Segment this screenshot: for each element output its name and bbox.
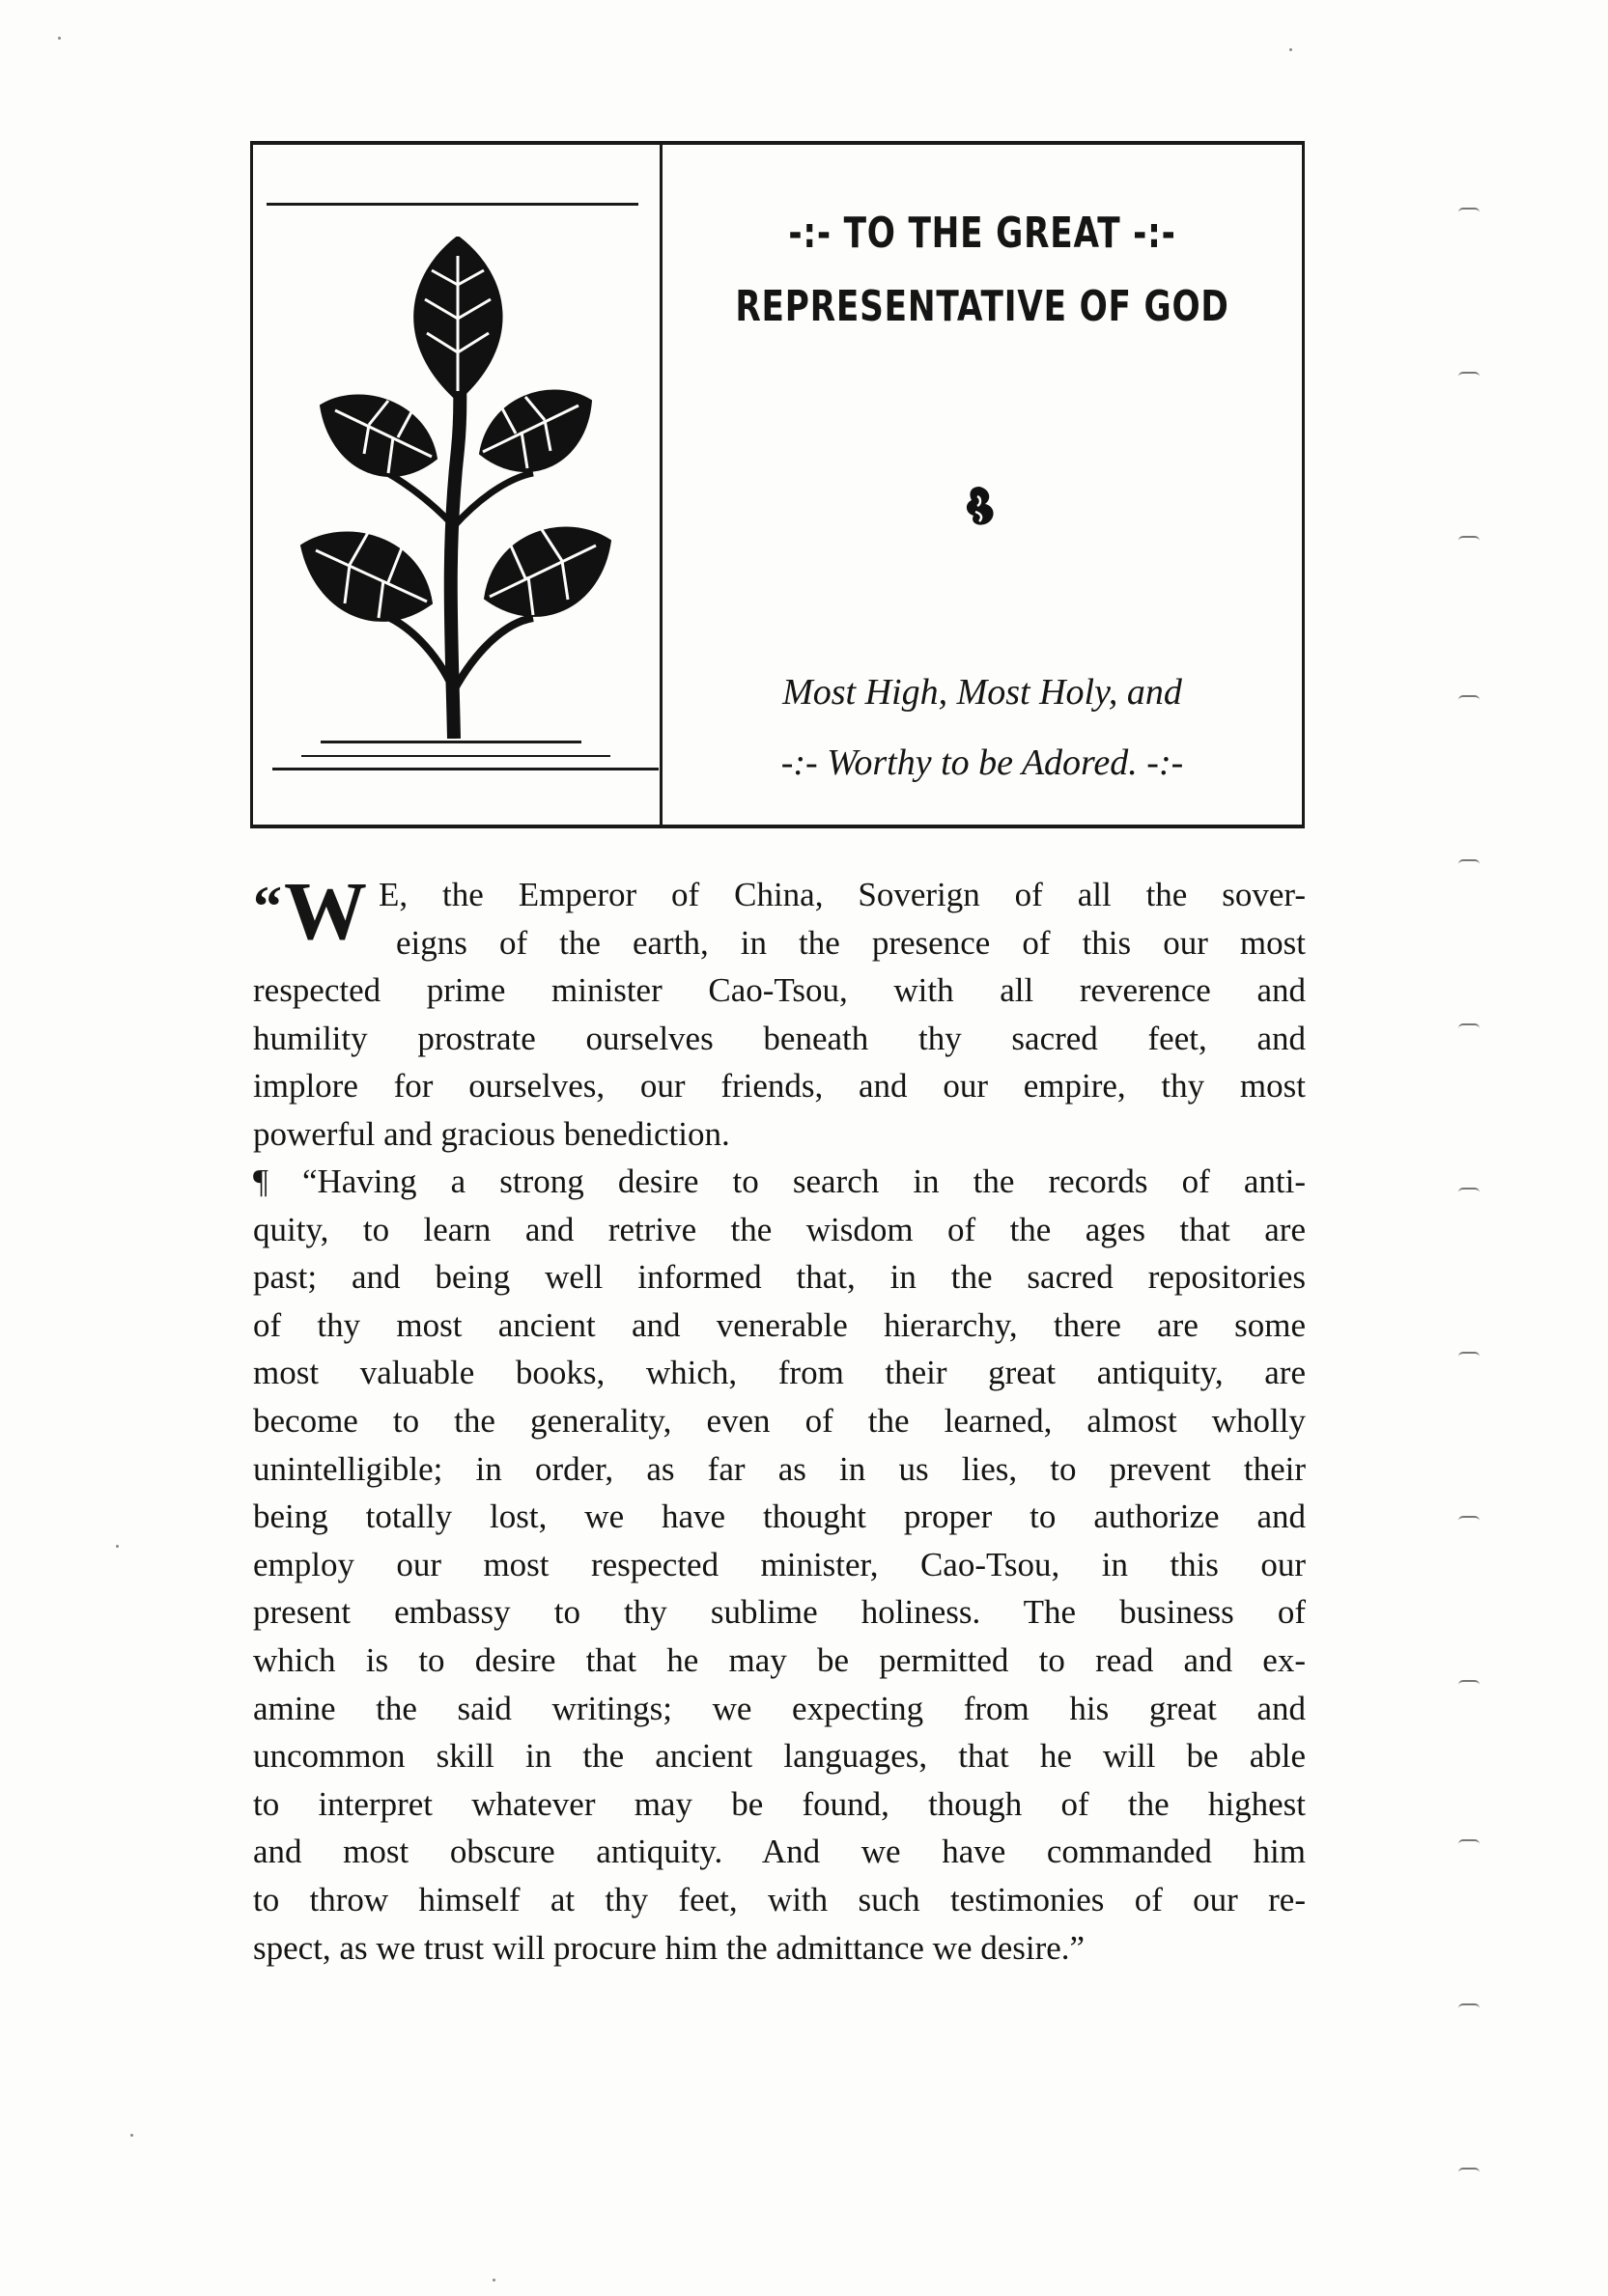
base-rule	[321, 741, 581, 743]
text-line: unintelligible; in order, as far as in us lies, to prevent their	[253, 1449, 1306, 1488]
margin-mark	[1458, 372, 1480, 377]
margin-mark	[1458, 1023, 1480, 1028]
text-line: uncommon skill in the ancient languages, that he will be able	[253, 1737, 1306, 1776]
text-line: most valuable books, which, from their great antiquity, are	[253, 1354, 1306, 1392]
margin-mark	[1458, 1839, 1480, 1844]
drop-cap-letter: W	[284, 864, 367, 957]
text-line: which is to desire that he may be permitted to read and ex-	[253, 1640, 1306, 1679]
text-line: being totally lost, we have thought proper to authorize and	[253, 1498, 1306, 1536]
text-line: to interpret whatever may be found, though of the highest	[253, 1784, 1306, 1823]
base-rule	[272, 768, 659, 770]
text-line: humility prostrate ourselves beneath thy sacred feet, and	[253, 1019, 1306, 1057]
text-line: implore for ourselves, our friends, and our empire, thy most	[253, 1067, 1306, 1106]
text-line: employ our most respected minister, Cao-Tsou, in this our	[253, 1545, 1306, 1583]
text-line: E, the Emperor of China, Soverign of all the sover-	[379, 876, 1306, 913]
scan-speck	[493, 2279, 495, 2282]
margin-mark	[1458, 1188, 1480, 1192]
leafy-sprig-icon	[292, 237, 620, 739]
opening-quote: “	[253, 875, 282, 938]
text-line: spect, as we trust will procure him the admittance we desire.”	[253, 1928, 1086, 1967]
dedication-title-line2: REPRESENTATIVE OF GOD	[735, 282, 1229, 331]
margin-mark	[1458, 1516, 1480, 1521]
dedication-panel	[663, 145, 1302, 825]
text-line: eigns of the earth, in the presence of this our most	[396, 923, 1306, 962]
margin-mark	[1458, 695, 1480, 700]
dedication-subtitle-line2: -:- Worthy to be Adored. -:-	[780, 742, 1184, 783]
dedication-frame	[250, 141, 1305, 828]
base-rule	[301, 755, 610, 757]
top-rule	[267, 203, 638, 206]
margin-mark	[1458, 1352, 1480, 1357]
illustration-panel	[253, 145, 660, 825]
scan-speck	[1289, 48, 1292, 51]
text-line: become to the generality, even of the learned, almost wholly	[253, 1401, 1306, 1440]
text-line: ¶ “Having a strong desire to search in the records of anti-	[253, 1162, 1306, 1200]
margin-mark	[1458, 2003, 1480, 2008]
text-line: and most obscure antiquity. And we have commanded him	[253, 1833, 1306, 1871]
text-line: of thy most ancient and venerable hierarchy, there are some	[253, 1305, 1306, 1344]
scan-speck	[116, 1545, 119, 1548]
text-line: respected prime minister Cao-Tsou, with all reverence and	[253, 971, 1306, 1010]
dedication-subtitle-line1: Most High, Most Holy, and	[782, 672, 1182, 713]
text-line: quity, to learn and retrive the wisdom of the ages that are	[253, 1210, 1306, 1248]
margin-mark	[1458, 1680, 1480, 1685]
scan-speck	[58, 37, 61, 40]
letter-paragraph-1	[253, 871, 1306, 1159]
margin-mark	[1458, 859, 1480, 864]
margin-mark	[1458, 208, 1480, 212]
dedication-title-line1: -:- TO THE GREAT -:-	[788, 209, 1176, 258]
letter-paragraph-2	[253, 1158, 1306, 1972]
margin-mark	[1458, 2168, 1480, 2172]
fleuron-icon	[960, 485, 999, 527]
margin-mark	[1458, 536, 1480, 541]
text-line: powerful and gracious benediction.	[253, 1114, 730, 1153]
text-line: amine the said writings; we expecting from his great and	[253, 1689, 1306, 1727]
scan-speck	[130, 2134, 133, 2137]
text-line: past; and being well informed that, in the sacred repositories	[253, 1258, 1306, 1297]
text-line: to throw himself at thy feet, with such testimonies of our re-	[253, 1880, 1306, 1918]
text-line: present embassy to thy sublime holiness. The business of	[253, 1593, 1306, 1632]
